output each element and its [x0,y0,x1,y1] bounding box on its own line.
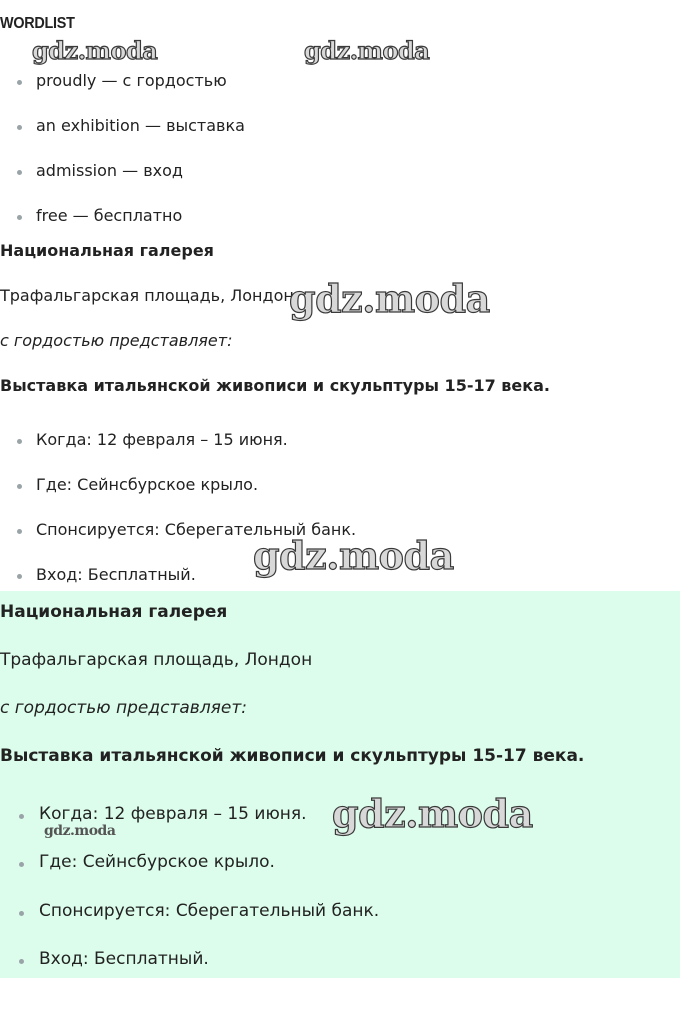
presents-line: с гордостью представляет: [0,331,233,350]
list-item-text: Спонсируется: Сберегательный банк. [39,901,380,921]
exhibition-title: Выставка итальянской живописи и скульптуры 15-17 века. [0,376,551,395]
bullet-icon [17,484,22,489]
bullet-icon [17,80,22,85]
presents-line: с гордостью представляет: [0,698,247,718]
list-item-text: an exhibition — выставка [36,116,245,135]
watermark-logo: gdz.moda [253,533,454,578]
bullet-icon [19,959,24,964]
bullet-icon [17,439,22,444]
highlighted-answer-block [0,591,680,978]
list-item-text: Когда: 12 февраля – 15 июня. [39,804,307,824]
bullet-icon [17,215,22,220]
bullet-icon [19,862,24,867]
list-item-text: Где: Сейнсбурское крыло. [36,475,259,494]
list-item-text: Когда: 12 февраля – 15 июня. [36,430,288,449]
list-item-text: Вход: Бесплатный. [36,565,196,584]
gallery-address: Трафальгарская площадь, Лондон [0,286,294,305]
watermark-logo: gdz.moda [332,791,533,836]
watermark-logo: gdz.moda [304,36,430,65]
section-title: WORDLIST [0,15,75,32]
gallery-address: Трафальгарская площадь, Лондон [0,650,313,670]
exhibition-title: Выставка итальянской живописи и скульптуры 15-17 века. [0,746,585,766]
bullet-icon [17,574,22,579]
watermark-logo: gdz.moda [32,36,158,65]
list-item-text: admission — вход [36,161,183,180]
list-item-text: proudly — с гордостью [36,71,227,90]
list-item-text: Спонсируется: Сберегательный банк. [36,520,357,539]
list-item-text: Вход: Бесплатный. [39,949,209,969]
bullet-icon [19,911,24,916]
bullet-icon [17,170,22,175]
gallery-heading: Национальная галерея [0,241,214,260]
gallery-heading: Национальная галерея [0,602,228,622]
bullet-icon [17,529,22,534]
watermark-logo: gdz.moda [44,823,116,839]
bullet-icon [19,814,24,819]
list-item-text: Где: Сейнсбурское крыло. [39,852,275,872]
list-item-text: free — бесплатно [36,206,183,225]
watermark-logo: gdz.moda [289,276,490,321]
bullet-icon [17,125,22,130]
